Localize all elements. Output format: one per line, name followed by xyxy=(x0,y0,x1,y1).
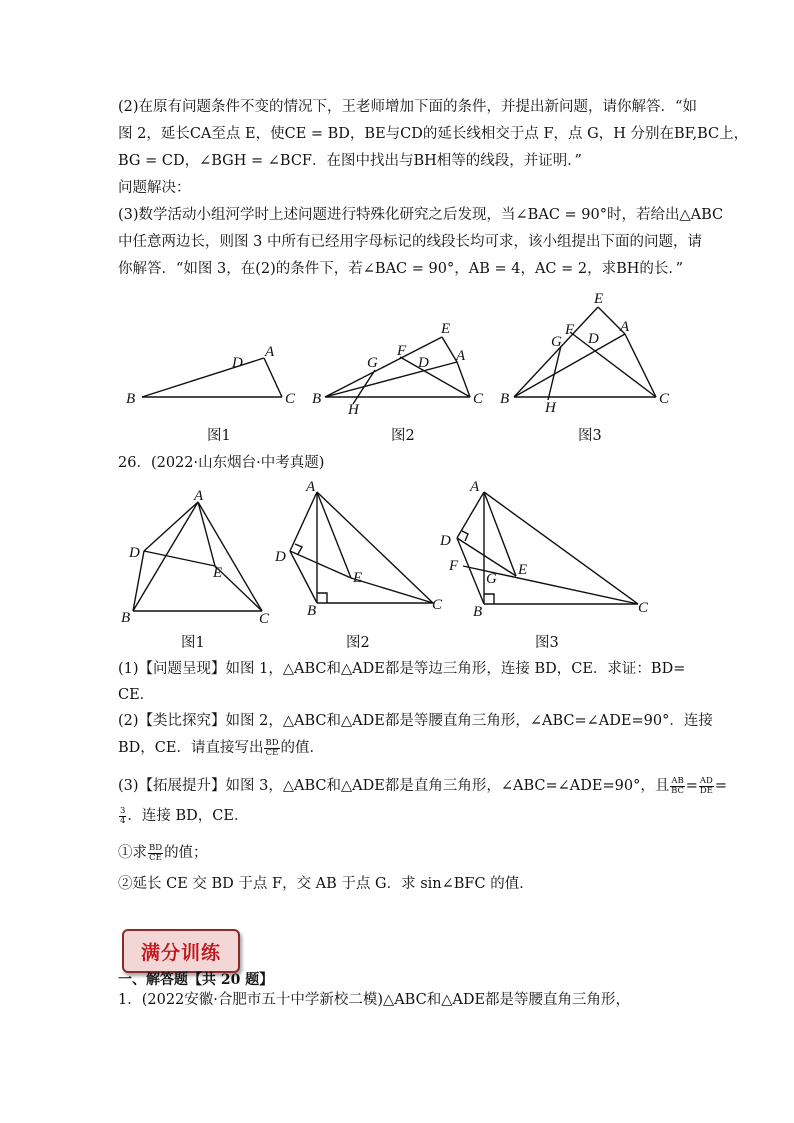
question-item: 1．(2022安徽·合肥市五十中学新校二模)△ABC和△ADE都是等腰直角三角形， xyxy=(118,992,631,1008)
point-label: D xyxy=(418,355,429,371)
text-segment: 的值． xyxy=(280,740,325,756)
text-segment: = xyxy=(714,778,727,794)
text-line: 中任意两边长，则图 3 中所有已经用字母标记的线段长均可求，该小组提出下面的问题，请 xyxy=(118,234,702,250)
fraction-ad-de: $\frac{AD}{DE}$ xyxy=(699,775,713,796)
text-line: 你解答．“如图 3，在(2)的条件下，若∠BAC = 90°，AB = 4，AC = 2，求BH的长．” xyxy=(118,261,684,277)
point-label: A xyxy=(265,344,275,360)
fraction-3-4: $\frac{3}{4}$ xyxy=(120,805,126,826)
text-segment: = xyxy=(685,778,698,794)
figure-caption: 图1 xyxy=(207,428,231,444)
point-label: F xyxy=(449,558,459,574)
text-segment: ①求 xyxy=(118,845,147,861)
figure-set-2 xyxy=(110,478,670,630)
text-line xyxy=(118,776,727,796)
point-label: C xyxy=(659,391,670,407)
text-line: (2)在原有问题条件不变的情况下，王老师增加下面的条件，并提出新问题，请你解答．“如 xyxy=(118,99,697,115)
text-line: (1)【问题呈现】如图 1，△ABC和△ADE都是等边三角形，连接 BD，CE．求证：BD= xyxy=(118,661,686,677)
text-line xyxy=(118,738,324,758)
point-label: C xyxy=(473,391,484,407)
point-label: B xyxy=(473,604,483,620)
text-line: ②延长 CE 交 BD 于点 F，交 AB 于点 G．求 sin∠BFC 的值． xyxy=(118,876,534,892)
point-label: E xyxy=(441,321,451,337)
fraction-ab-bc: $\frac{AB}{BC}$ xyxy=(671,775,684,796)
question-header: 26．(2022·山东烟台·中考真题) xyxy=(118,455,325,471)
figure-caption: 图3 xyxy=(535,635,559,651)
point-label: H xyxy=(545,400,556,416)
point-label: G xyxy=(551,334,562,350)
text-line xyxy=(118,843,208,863)
point-label: C xyxy=(285,391,296,407)
text-line: 问题解决： xyxy=(118,180,191,196)
point-label: C xyxy=(432,597,443,613)
figure-set-1 xyxy=(110,285,690,420)
point-label: G xyxy=(486,571,497,587)
point-label: F xyxy=(565,322,575,338)
point-label: B xyxy=(500,391,510,407)
text-line xyxy=(118,806,249,826)
text-line: BG = CD，∠BGH = ∠BCF．在图中找出与BH相等的线段，并证明．” xyxy=(118,153,582,169)
point-label: E xyxy=(594,291,604,307)
point-label: E xyxy=(518,562,528,578)
point-label: A xyxy=(194,488,204,504)
point-label: A xyxy=(306,479,316,495)
full-score-training-badge xyxy=(122,929,240,973)
fraction-bd-ce: $\frac{BD}{CE}$ xyxy=(149,842,163,863)
text-line: (3)数学活动小组河学时上述问题进行特殊化研究之后发现，当∠BAC = 90°时，若给出△ABC xyxy=(118,207,724,223)
text-line: (2)【类比探究】如图 2，△ABC和△ADE都是等腰直角三角形，∠ABC=∠ADE=90°．连接 xyxy=(118,713,713,729)
point-label: C xyxy=(259,611,270,627)
badge-label: 满分训练 xyxy=(140,942,221,964)
text-line: CE． xyxy=(118,687,155,703)
figure-caption: 图1 xyxy=(181,635,205,651)
text-segment: (3)【拓展提升】如图 3，△ABC和△ADE都是直角三角形，∠ABC=∠ADE=90°，且 xyxy=(118,778,670,794)
figure-caption: 图2 xyxy=(391,428,415,444)
point-label: C xyxy=(638,600,649,616)
point-label: D xyxy=(588,331,599,347)
fraction-bd-ce: $\frac{BD}{CE}$ xyxy=(265,737,279,758)
point-label: B xyxy=(126,391,136,407)
text-line: 图 2，延长CA至点 E，使CE = BD，BE与CD的延长线相交于点 F，点 G，H 分别在BF,BC上， xyxy=(118,126,749,142)
point-label: A xyxy=(470,479,480,495)
point-label: D xyxy=(440,533,451,549)
point-label: H xyxy=(348,402,359,418)
point-label: D xyxy=(232,355,243,371)
text-segment: ．连接 BD，CE． xyxy=(127,808,249,824)
section-heading: 一、解答题【共 20 题】 xyxy=(118,972,274,988)
point-label: B xyxy=(312,391,322,407)
point-label: E xyxy=(213,565,223,581)
point-label: F xyxy=(397,343,407,359)
figure-caption: 图2 xyxy=(346,635,370,651)
point-label: B xyxy=(307,603,317,619)
point-label: B xyxy=(121,610,131,626)
point-label: D xyxy=(275,549,286,565)
text-segment: BD，CE．请直接写出 xyxy=(118,740,264,756)
point-label: G xyxy=(367,355,378,371)
text-segment: 的值； xyxy=(164,845,208,861)
point-label: A xyxy=(456,348,466,364)
point-label: E xyxy=(353,570,363,586)
point-label: A xyxy=(620,319,630,335)
figure-caption: 图3 xyxy=(578,428,602,444)
point-label: D xyxy=(129,545,140,561)
